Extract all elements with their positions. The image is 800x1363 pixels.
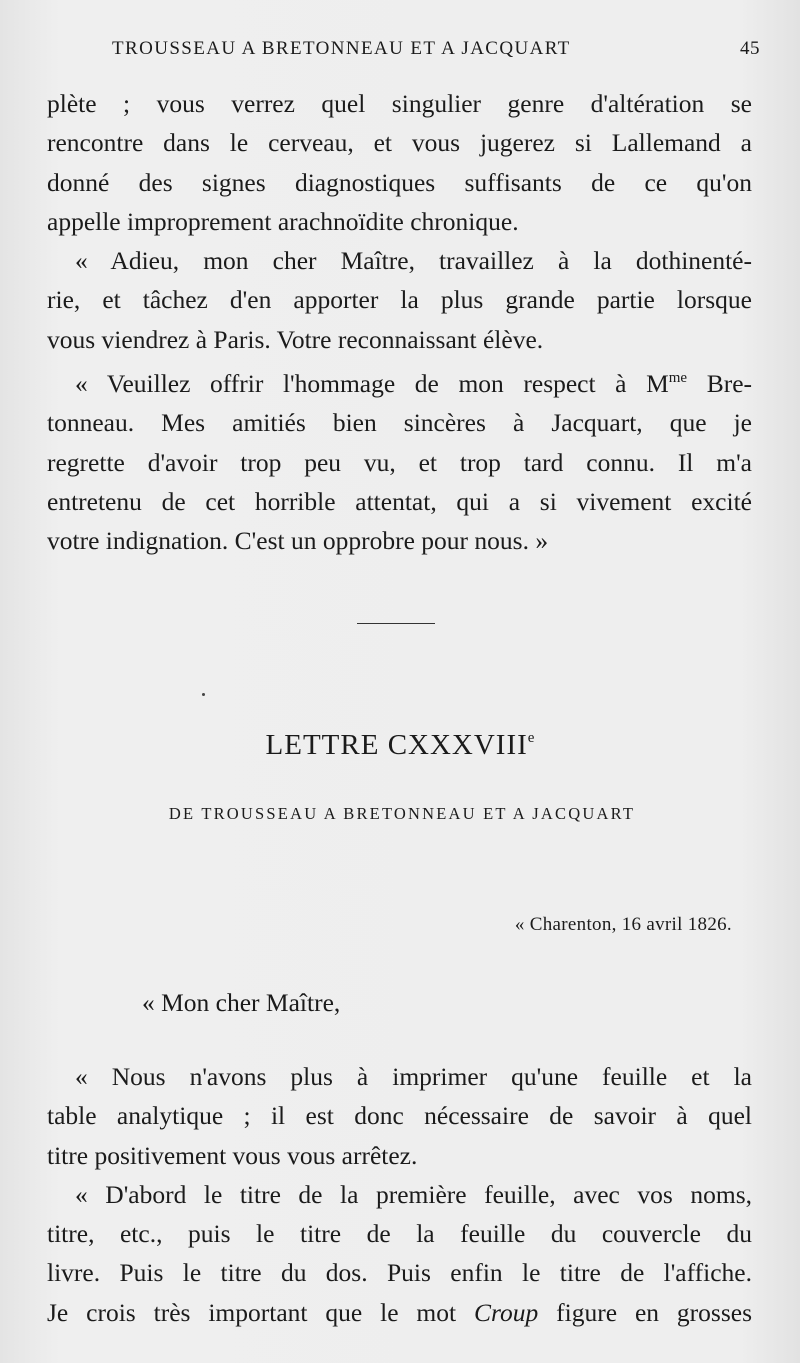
text-line: « Adieu, mon cher Maître, travaillez à la dothinenté- — [75, 246, 752, 276]
letter-subtitle: DE TROUSSEAU A BRETONNEAU ET A JACQUART — [168, 804, 636, 823]
dateline: « Charenton, 16 avril 1826. — [514, 914, 732, 935]
text-fragment: « Veuillez offrir l'hommage de mon respect à M — [75, 369, 669, 399]
text-line: « D'abord le titre de la première feuille, avec vos noms, — [75, 1179, 752, 1209]
text-line — [47, 359, 752, 403]
text-line: appelle improprement arachnoïdite chronique. — [47, 206, 519, 236]
text-line: livre. Puis le titre du dos. Puis enfin le titre de l'affiche. — [47, 1258, 752, 1288]
ink-speck — [202, 693, 205, 696]
text-line: entretenu de cet horrible attentat, qui a si vivement excité — [47, 486, 752, 516]
letter-title — [0, 729, 800, 762]
letter-title-text: LETTRE CXXXVIII — [265, 729, 528, 761]
text-line — [47, 1293, 752, 1332]
text-line: table analytique ; il est donc nécessaire de savoir à quel — [47, 1101, 752, 1131]
text-line: regrette d'avoir trop peu vu, et trop tard connu. Il m'a — [47, 447, 752, 477]
text-line: plète ; vous verrez quel singulier genre d'altération se — [47, 89, 752, 118]
continuation-text — [47, 84, 752, 561]
text-line: titre positivement vous vous arrêtez. — [47, 1140, 418, 1170]
letter-body — [47, 1057, 752, 1332]
running-head — [112, 38, 760, 60]
text-line: tonneau. Mes amitiés bien sincères à Jacquart, que je — [47, 408, 752, 438]
text-fragment: Bre- — [706, 369, 752, 399]
text-line: vous viendrez à Paris. Votre reconnaissant élève. — [47, 324, 544, 354]
text-fragment: Je crois très important que le mot — [47, 1297, 457, 1327]
text-fragment: figure en grosses — [556, 1297, 752, 1327]
text-line: rie, et tâchez d'en apporter la plus grande partie lorsque — [47, 285, 752, 315]
text-line: donné des signes diagnostiques suffisants de ce qu'on — [47, 167, 752, 197]
italic-word: Croup — [474, 1297, 539, 1327]
running-head-title: TROUSSEAU A BRETONNEAU ET A JACQUART — [112, 38, 571, 59]
page-number: 45 — [740, 38, 760, 59]
text-line: rencontre dans le cerveau, et vous jugerez si Lallemand a — [47, 128, 752, 158]
text-line: « Nous n'avons plus à imprimer qu'une feuille et la — [75, 1062, 752, 1091]
superscript: me — [668, 370, 688, 387]
text-line: votre indignation. C'est un opprobre pour nous. » — [47, 526, 549, 556]
letter-title-superscript: e — [527, 730, 535, 746]
text-line: titre, etc., puis le titre de la feuille du couvercle du — [47, 1219, 752, 1249]
section-rule — [357, 623, 435, 624]
salutation: « Mon cher Maître, — [142, 988, 341, 1017]
